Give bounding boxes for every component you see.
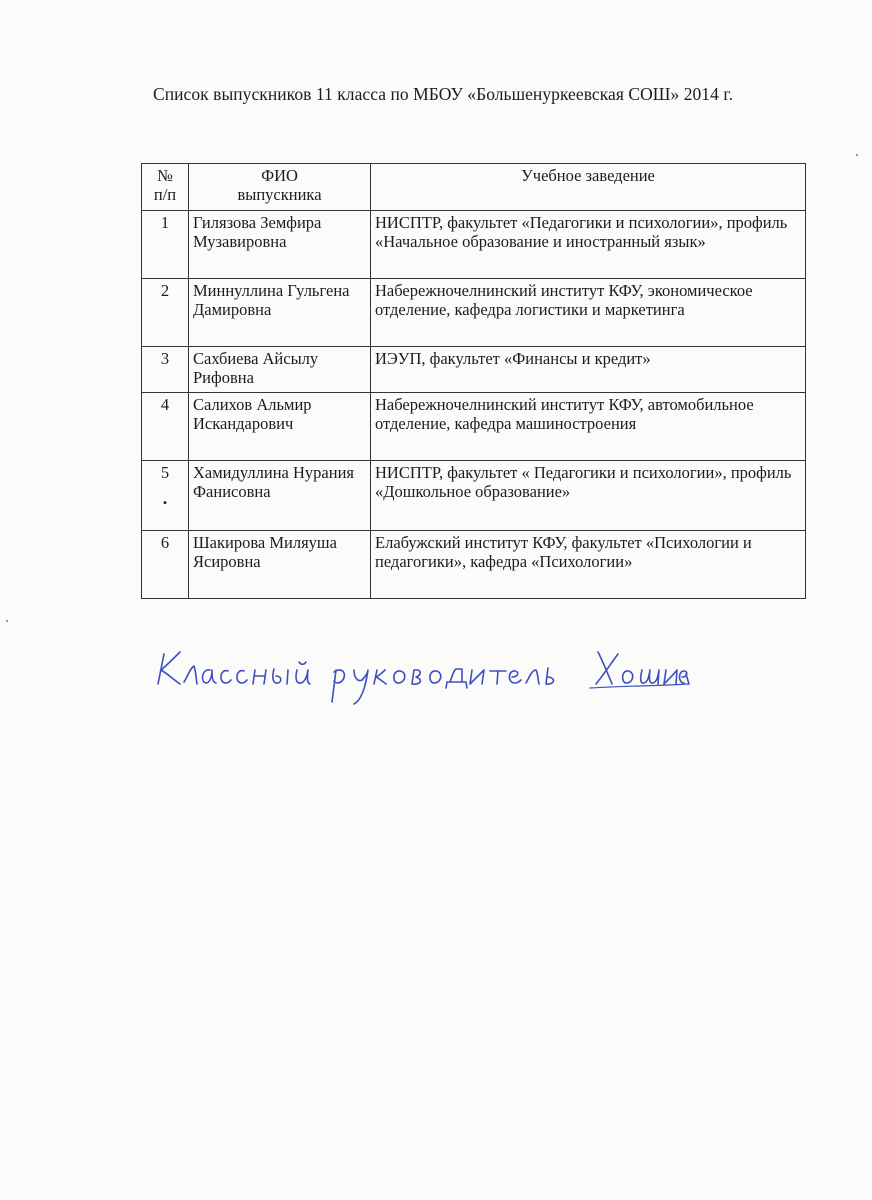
graduates-table	[141, 163, 806, 599]
row-number: 2	[142, 279, 189, 347]
scan-speck	[6, 620, 8, 622]
header-number-line-1: №	[157, 166, 173, 185]
table-header-row	[142, 164, 806, 211]
row-number: 1	[142, 211, 189, 279]
row-number-mark: .	[162, 488, 168, 508]
row-number: 4	[142, 393, 189, 461]
table-row	[142, 531, 806, 599]
table-row	[142, 347, 806, 393]
header-name	[189, 164, 371, 211]
row-institution: НИСПТР, факультет «Педагогики и психологии», профиль «Начальное образование и иностранный язык»	[371, 211, 806, 279]
document-title: Список выпускников 11 класса по МБОУ «Большенуркеевская СОШ» 2014 г.	[153, 84, 733, 104]
table-row	[142, 279, 806, 347]
row-name: Салихов Альмир Искандарович	[189, 393, 371, 461]
row-institution: Елабужский институт КФУ, факультет «Психологии и педагогики», кафедра «Психологии»	[371, 531, 806, 599]
row-number: 3	[142, 347, 189, 393]
header-name-line-2: выпускника	[237, 185, 322, 204]
row-number: 6	[142, 531, 189, 599]
table-row	[142, 393, 806, 461]
handwritten-signature	[150, 628, 690, 714]
row-number-value: 5	[160, 463, 170, 482]
header-number	[142, 164, 189, 211]
table-row	[142, 211, 806, 279]
row-institution: Набережночелнинский институт КФУ, автомобильное отделение, кафедра машиностроения	[371, 393, 806, 461]
scan-speck	[856, 154, 858, 156]
header-institution: Учебное заведение	[371, 164, 806, 211]
row-institution: НИСПТР, факультет « Педагогики и психологии», профиль «Дошкольное образование»	[371, 461, 806, 531]
header-name-line-1: ФИО	[261, 166, 298, 185]
row-name: Шакирова Миляуша Ясировна	[189, 531, 371, 599]
row-name: Гилязова Земфира Музавировна	[189, 211, 371, 279]
header-number-line-2: п/п	[153, 185, 177, 204]
row-name: Сахбиева Айсылу Рифовна	[189, 347, 371, 393]
row-institution: Набережночелнинский институт КФУ, экономическое отделение, кафедра логистики и маркетинга	[371, 279, 806, 347]
row-name: Хамидуллина Нурания Фанисовна	[189, 461, 371, 531]
row-number	[142, 461, 189, 531]
table-row	[142, 461, 806, 531]
row-institution: ИЭУП, факультет «Финансы и кредит»	[371, 347, 806, 393]
row-name: Миннуллина Гульгена Дамировна	[189, 279, 371, 347]
